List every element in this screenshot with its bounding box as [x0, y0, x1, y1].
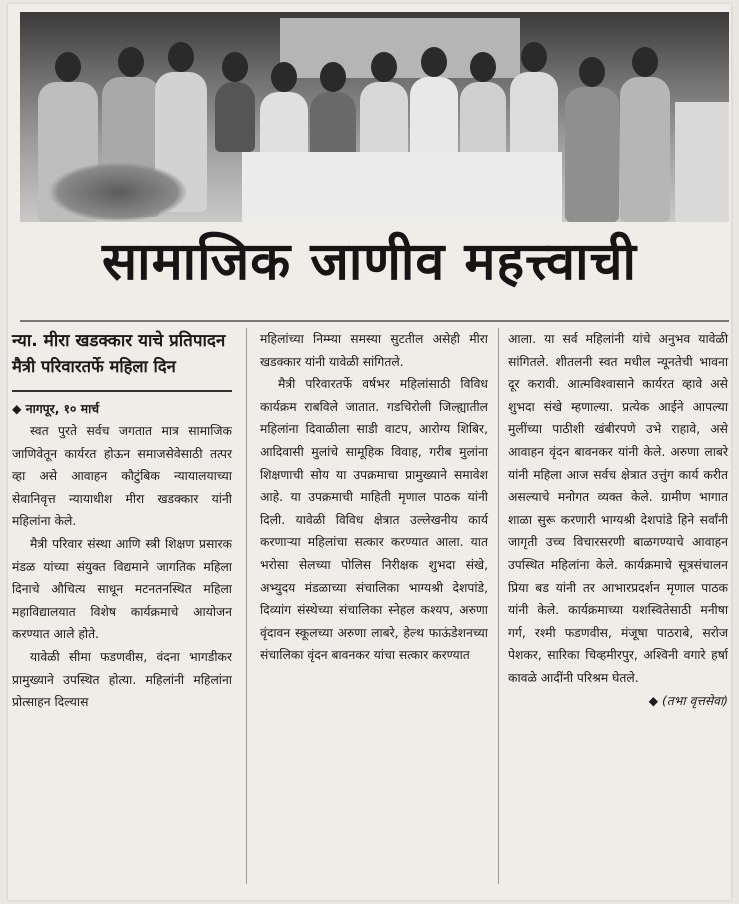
- photo-person: [565, 87, 619, 222]
- column-3: [508, 328, 728, 712]
- paragraph: महिलांच्या निम्म्या समस्या सुटतील असेही मीरा खडक्कार यांनी यावेळी सांगितले.: [260, 332, 488, 369]
- photo-person: [215, 82, 255, 152]
- paragraph: मैत्री परिवार संस्था आणि स्त्री शिक्षण प्रसारक मंडळ यांच्या संयुक्त विद्यमाने जागतिक महिला दिनाचे औचित्य साधून मटनतनस्थित महिला महाविद्यालयात विशेष कार्यक्रमाचे आयोजन करण्यात आले होते.: [12, 536, 232, 642]
- dateline-bullet-icon: ◆: [12, 402, 22, 416]
- newspaper-clipping: [8, 4, 731, 900]
- photo-plant: [48, 162, 188, 222]
- headline-rule: [20, 320, 729, 322]
- photo-person: [620, 77, 670, 222]
- paragraph: यावेळी सीमा फडणवीस, वंदना भागडीकर प्रामुख्याने उपस्थित होत्या. महिलांनी महिलांना प्रोत्साहन दिल्यास: [12, 649, 232, 710]
- column-separator: [246, 328, 247, 884]
- column-separator: [498, 328, 499, 884]
- paragraph: आला. या सर्व महिलांनी यांचे अनुभव यावेळी सांगितले. शीतलनी स्वत मधील न्यूनतेची भावना दूर करावी. आत्मविश्वासाने कार्यरत व्हावे असे शुभदा संखे म्हणाल्या. प्रत्येक आईने आपल्या मुलींच्या पाठीशी खंबीरपणे उभे राहावे, असे आवाहन वृंदन बावनकर यांनी केले. अरुणा लाबरे यांनी महिला आज सर्वच क्षेत्रात उत्तुंग कार्य करीत असल्याचे मनोगत व्यक्त केले. ग्रामीण भागात शाळा सुरू करणारी भाग्यश्री देशपांडे हिने सर्वांनी जागृती उच्च विचारसरणी बाळगण्याचे आवाहन उपस्थित महिलांना केले. कार्यक्रमाचे सूत्रसंचालन प्रिया बड यांनी तर आभारप्रदर्शन मृणाल पाठक यांनी केले. कार्यक्रमाच्या यशस्वितेसाठी मनीषा गर्ग, रश्मी फडणवीस, मंजूषा पाठराबे, सरोज पेशकर, सारिका चिव्हमीरपुर, अश्विनी वगारे हर्षा कावळे आदींनी परिश्रम घेतले.: [508, 332, 728, 685]
- photo-table: [242, 152, 562, 222]
- subhead-1: न्या. मीरा खडक्कार याचे प्रतिपादन: [12, 331, 226, 351]
- subhead-2: मैत्री परिवारतर्फे महिला दिन: [12, 357, 176, 376]
- paragraph: मैत्री परिवारतर्फे वर्षभर महिलांसाठी विविध कार्यक्रम राबविले जातात. गडचिरोली जिल्ह्यातील महिलांना दिवाळीला साडी वाटप, आरोग्य शिबिर, आदिवासी मुलांचे सामूहिक विवाह, गरीब मुलांना शिक्षणाची सोय या उपक्रमाचा प्रामुख्याने समावेश आहे. या उपक्रमाची माहिती मृणाल पाठक यांनी दिली. यावेळी विविध क्षेत्रात उल्लेखनीय कार्य करणाऱ्या महिलांचा सत्कार करण्यात आला. यात भरोसा सेलच्या पोलिस निरीक्षक शुभदा संखे, अभ्युदय मंडळाच्या संचालिका भाग्यश्री देशपांडे, दिव्यांग संस्थेच्या संचालिका स्नेहल कश्यप, अरुणा वृंदावन स्कूलच्या अरुणा लाबरे, हेल्थ फाऊंडेशनच्या संचालिका वृंदन बावनकर यांचा सत्कार करण्यात: [260, 377, 488, 663]
- event-photo: [20, 12, 729, 222]
- photo-person: [410, 77, 458, 157]
- dateline: [12, 398, 232, 420]
- news-credit: ◆ (तभा वृत्तसेवा): [648, 693, 728, 708]
- paragraph: स्वत पुरते सर्वच जगतात मात्र सामाजिक जाणिवेतून कार्यरत होऊन समाजसेवेसाठी तत्पर व्हा असे आवाहन कौटुंबिक न्यायालयाच्या सेवानिवृत्त न्यायाधीश मीरा खडक्कार यांनी महिलांना केले.: [12, 424, 232, 529]
- photo-person: [360, 82, 408, 162]
- photo-podium: [675, 102, 729, 222]
- photo-person: [460, 82, 506, 162]
- column-1: [12, 328, 232, 714]
- column-2: [260, 328, 488, 667]
- headline: सामाजिक जाणीव महत्त्वाची: [101, 232, 638, 292]
- subhead-divider: [12, 390, 232, 392]
- dateline-place: नागपूर, १० मार्च: [25, 402, 100, 416]
